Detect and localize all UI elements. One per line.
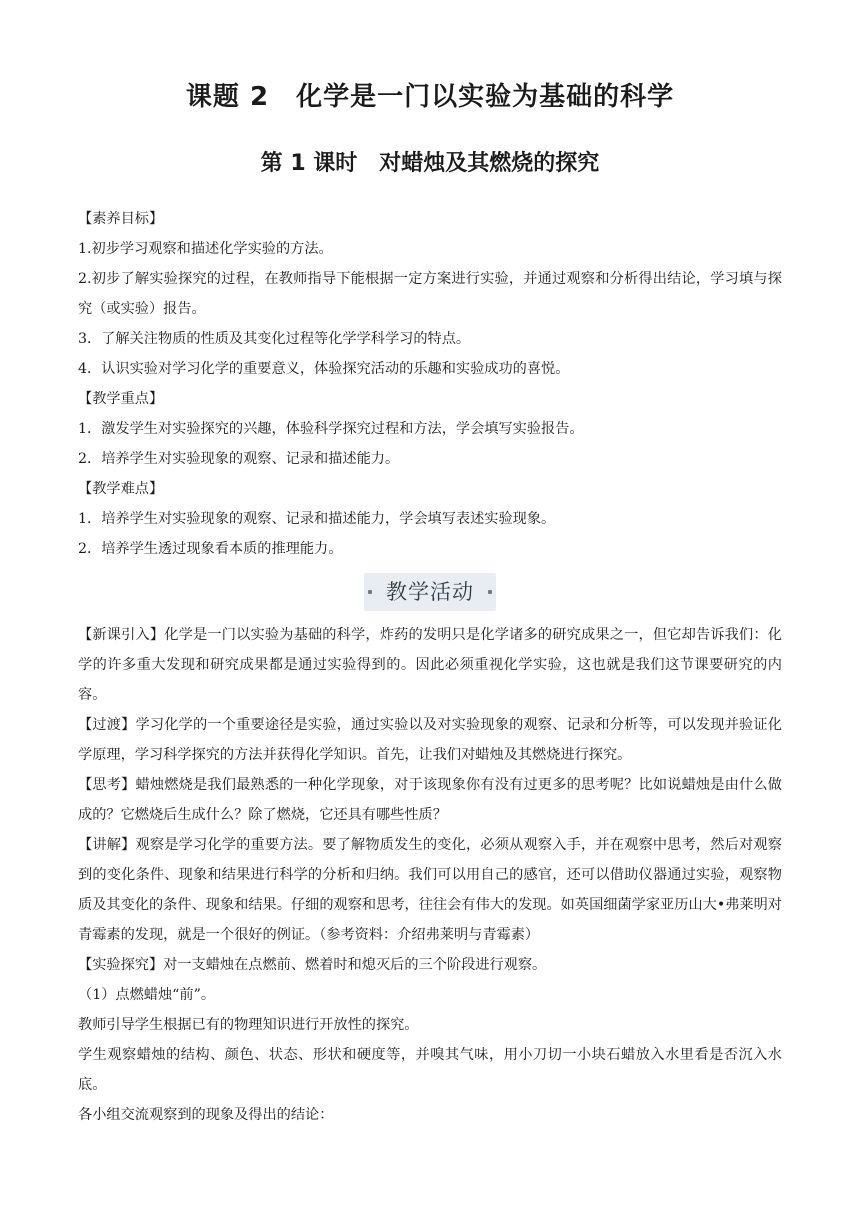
goal-item: 1.初步学习观察和描述化学实验的方法。 [78, 241, 333, 257]
goals-heading: 【素养目标】 [78, 211, 164, 227]
activity-tag: 【过渡】 [78, 717, 136, 733]
activity-tag: 【新课引入】 [78, 627, 165, 643]
document-body [78, 204, 782, 1130]
step-label: （1）点燃蜡烛“前”。 [78, 987, 216, 1003]
goal-item: 2.初步了解实验探究的过程，在教师指导下能根据一定方案进行实验，并通过观察和分析得出结论，学习填与探究（或实验）报告。 [78, 271, 782, 317]
activity-paragraph [78, 770, 782, 830]
difficulties-heading: 【教学难点】 [78, 481, 164, 497]
activity-paragraph [78, 950, 782, 980]
difficulty-item: 1．培养学生对实验现象的观察、记录和描述能力，学会填写表述实验现象。 [78, 511, 556, 527]
activity-text: 学习化学的一个重要途径是实验，通过实验以及对实验现象的观察、记录和分析等，可以发现并验证化学原理，学习科学探究的方法并获得化学知识。首先，让我们对蜡烛及其燃烧进行探究。 [78, 717, 782, 763]
banner-label: 教学活动 [386, 580, 474, 604]
lesson-subtitle: 第 1 课时 对蜡烛及其燃烧的探究 [260, 151, 600, 176]
activity-paragraph [78, 710, 782, 770]
activity-banner-row [78, 566, 782, 618]
key-points-heading: 【教学重点】 [78, 391, 164, 407]
activity-text: 对一支蜡烛在点燃前、燃着时和熄灭后的三个阶段进行观察。 [163, 957, 547, 973]
lesson-title: 课题 2 化学是一门以实验为基础的科学 [185, 82, 675, 112]
key-point-item: 1．激发学生对实验探究的兴趣，体验科学探究过程和方法，学会填写实验报告。 [78, 421, 584, 437]
activity-tag: 【实验探究】 [78, 957, 164, 973]
body-paragraph: 各小组交流观察到的现象及得出的结论： [78, 1107, 334, 1123]
body-paragraph: 教师引导学生根据已有的物理知识进行开放性的探究。 [78, 1017, 419, 1033]
body-paragraph: 学生观察蜡烛的结构、颜色、状态、形状和硬度等，并嗅其气味，用小刀切一小块石蜡放入水里看是否沉入水底。 [78, 1047, 782, 1093]
goal-item: 3．了解关注物质的性质及其变化过程等化学学科学习的特点。 [78, 331, 471, 347]
activity-text: 观察是学习化学的重要方法。要了解物质发生的变化，必须从观察入手，并在观察中思考，然后对观察到的变化条件、现象和结果进行科学的分析和归纳。我们可以用自己的感官，还可以借助仪器通过实验，观察物质及其变化的条件、现象和结果。仔细的观察和思考，往往会有伟大的发现。如英国细菌学家亚历山大•弗莱明对青霉素的发现，就是一个很好的例证。（参考资料：介绍弗莱明与青霉素） [78, 837, 782, 943]
goal-item: 4．认识实验对学习化学的重要意义，体验探究活动的乐趣和实验成功的喜悦。 [78, 361, 570, 377]
activity-text: 化学是一门以实验为基础的科学，炸药的发明只是化学诸多的研究成果之一，但它却告诉我们：化学的许多重大发现和研究成果都是通过实验得到的。因此必须重视化学实验，这也就是我们这节课要研究的内容。 [78, 627, 782, 703]
banner-dot-icon [488, 590, 492, 594]
activity-tag: 【思考】 [78, 777, 136, 793]
activity-tag: 【讲解】 [78, 837, 136, 853]
banner-dot-icon [368, 590, 372, 594]
difficulty-item: 2．培养学生透过现象看本质的推理能力。 [78, 541, 343, 557]
key-point-item: 2．培养学生对实验现象的观察、记录和描述能力。 [78, 451, 400, 467]
activity-paragraph [78, 620, 782, 710]
activity-paragraph [78, 830, 782, 950]
activity-text: 蜡烛燃烧是我们最熟悉的一种化学现象，对于该现象你有没有过更多的思考呢？比如说蜡烛是由什么做成的？它燃烧后生成什么？除了燃烧，它还具有哪些性质？ [78, 777, 782, 823]
activity-banner [364, 573, 496, 611]
